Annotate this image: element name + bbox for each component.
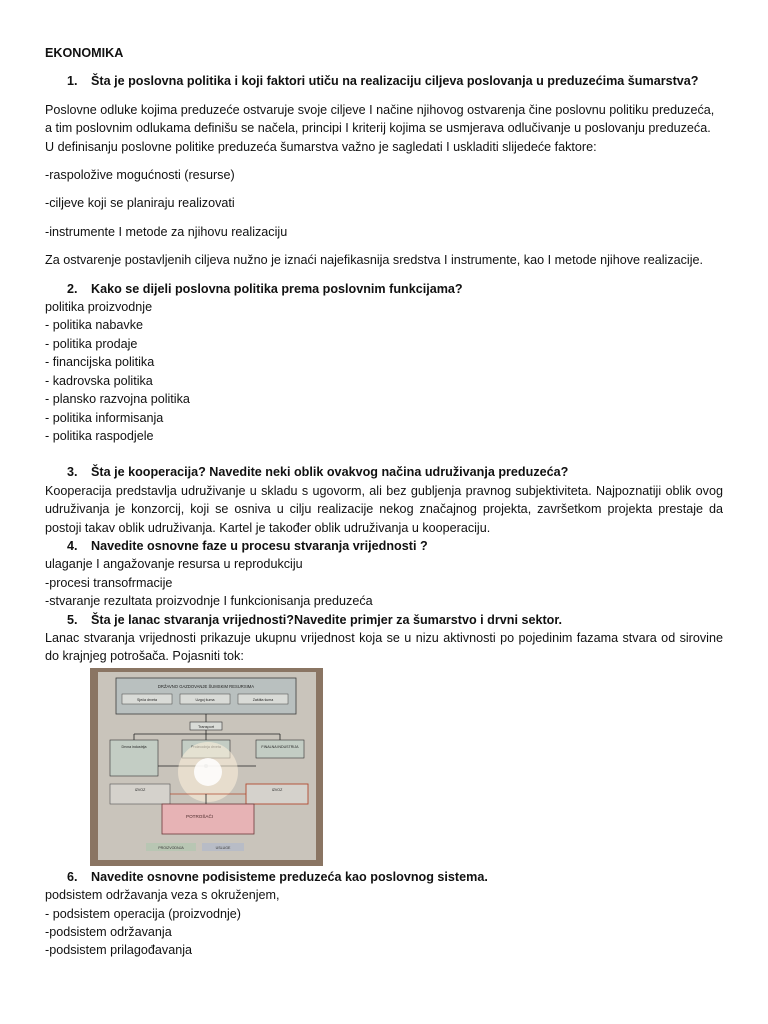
- question-text: Šta je lanac stvaranja vrijednosti?Navedite primjer za šumarstvo i drvni sektor.: [91, 612, 563, 627]
- list-item: ulaganje I angažovanje resursa u reprodukciju: [45, 557, 303, 572]
- question-number: 6.: [67, 869, 78, 884]
- export-label: IZVOZ: [271, 787, 283, 792]
- consumers-box: [162, 804, 254, 834]
- list-item: -raspoložive mogućnosti (resurse): [45, 168, 235, 183]
- question-text: Navedite osnovne podisisteme preduzeća kao poslovnog sistema.: [91, 869, 488, 884]
- answer-list: [45, 298, 723, 445]
- answer-list: [45, 886, 723, 960]
- list-item: - financijska politika: [45, 355, 155, 370]
- top-group-title: DRŽAVNO GAZDOVANJE ŠUMSKIM RESURSIMA: [157, 683, 255, 689]
- list-item: - politika raspodjele: [45, 428, 154, 443]
- question-text: Šta je kooperacija? Navedite neki oblik ovakvog načina udruživanja preduzeća?: [91, 465, 569, 480]
- answer-list: [45, 555, 723, 610]
- question-number: 2.: [67, 281, 78, 296]
- value-chain-photo: [90, 668, 323, 866]
- value-chain-diagram: [90, 668, 323, 866]
- top-box-label: Sječa drveta: [137, 697, 157, 702]
- question-number: 1.: [67, 74, 78, 89]
- list-item: - politika nabavke: [45, 318, 144, 333]
- question-2: [45, 280, 723, 298]
- document-page: [45, 44, 723, 960]
- answer-paragraph: Kooperacija predstavlja udruživanje u skladu s ugovorm, ali bez gublјenja pravnog subjektiviteta. Najpoznatiji oblik ovog udruživanja je konzorcij, koji se osniva u cilјu realizacije nekog značajnog projekta, završetkom projekta prestaje da postoji takav oblik udruživanja. Kartel je također oblik udruživanja u kooperaciju.: [45, 483, 723, 535]
- legend-label: USLUGE: [215, 845, 231, 850]
- list-item: politika proizvodnje: [45, 300, 153, 315]
- top-box-label: Zaštita šuma: [252, 697, 274, 702]
- list-item: -instrumente I metode za njihovu realizaciju: [45, 224, 288, 239]
- list-item: - plansko razvojna politika: [45, 392, 190, 407]
- list-item: -cilјeve koji se planiraju realizovati: [45, 196, 235, 211]
- list-item: - kadrovska politika: [45, 373, 153, 388]
- mid-box-label: Drvna industrija: [121, 744, 147, 749]
- export-box: [110, 784, 170, 804]
- list-item: -podsistem održavanja: [45, 925, 172, 939]
- list-item: - podsistem operacija (proizvodnje): [45, 906, 241, 921]
- consumers-label: POTROŠAČI: [186, 813, 214, 819]
- question-number: 4.: [67, 538, 78, 553]
- question-6: [45, 868, 723, 886]
- document-title: EKONOMIKA: [45, 46, 124, 60]
- transport-label: Transport: [197, 724, 215, 729]
- answer-paragraph: Za ostvarenje postavlјenih cilјeva nužno je iznaći najefikasnija sredstva I instrumente, kao I metode njihove realizacije.: [45, 253, 704, 268]
- list-item: -procesi transofrmacije: [45, 575, 173, 590]
- question-text: Kako se dijeli poslovna politika prema poslovnim funkcijama?: [91, 281, 463, 296]
- mid-box: [256, 740, 304, 758]
- export-label: IZVOZ: [134, 787, 146, 792]
- top-box-label: Uzgoj šuma: [195, 697, 215, 702]
- export-box: [246, 784, 308, 804]
- list-item: podsistem održavanja veza s okruženjem,: [45, 888, 280, 903]
- answer-paragraph: Lanac stvaranja vrijednosti prikazuje ukupnu vrijednost koja se u nizu aktivnosti po pojedinim fazama stvara od sirovine do krajnjeg potrošača. Pojasniti tok:: [45, 630, 723, 664]
- list-item: -podsistem prilagođavanja: [45, 943, 193, 958]
- list-item: - politika prodaje: [45, 336, 138, 351]
- camera-flash-core: [194, 758, 222, 786]
- question-1: [45, 72, 723, 90]
- list-item: -stvaranje rezultata proizvodnje I funkcionisanja preduzeća: [45, 594, 373, 609]
- question-3: [45, 463, 723, 481]
- question-number: 3.: [67, 465, 78, 480]
- question-text: Šta je poslovna politika i koji faktori utiču na realizaciju cilјeva poslovanja u preduzećima šumarstva?: [91, 74, 699, 89]
- answer-paragraph: Poslovne odluke kojima preduzeće ostvaruje svoje cilјeve I načine njihovog ostvarenja čine poslovnu politiku preduzeća, a tim poslovnim odlukama definišu se načela, principi I kriterij kojima se usmjerava odlučivanje u poslovanju preduzeća. U definisanju poslovne politike preduzeća šumarstva važno je sagledati I uskladiti slijedeće faktore:: [45, 102, 715, 154]
- question-5: [45, 611, 723, 629]
- mid-box-label: FINALNA INDUSTRIJA: [261, 744, 299, 749]
- question-4: [45, 537, 723, 555]
- list-item: - politika informisanja: [45, 410, 164, 425]
- legend-label: PROIZVODNJA: [158, 845, 184, 850]
- question-number: 5.: [67, 612, 78, 627]
- question-text: Navedite osnovne faze u procesu stvaranja vrijednosti ?: [91, 538, 428, 553]
